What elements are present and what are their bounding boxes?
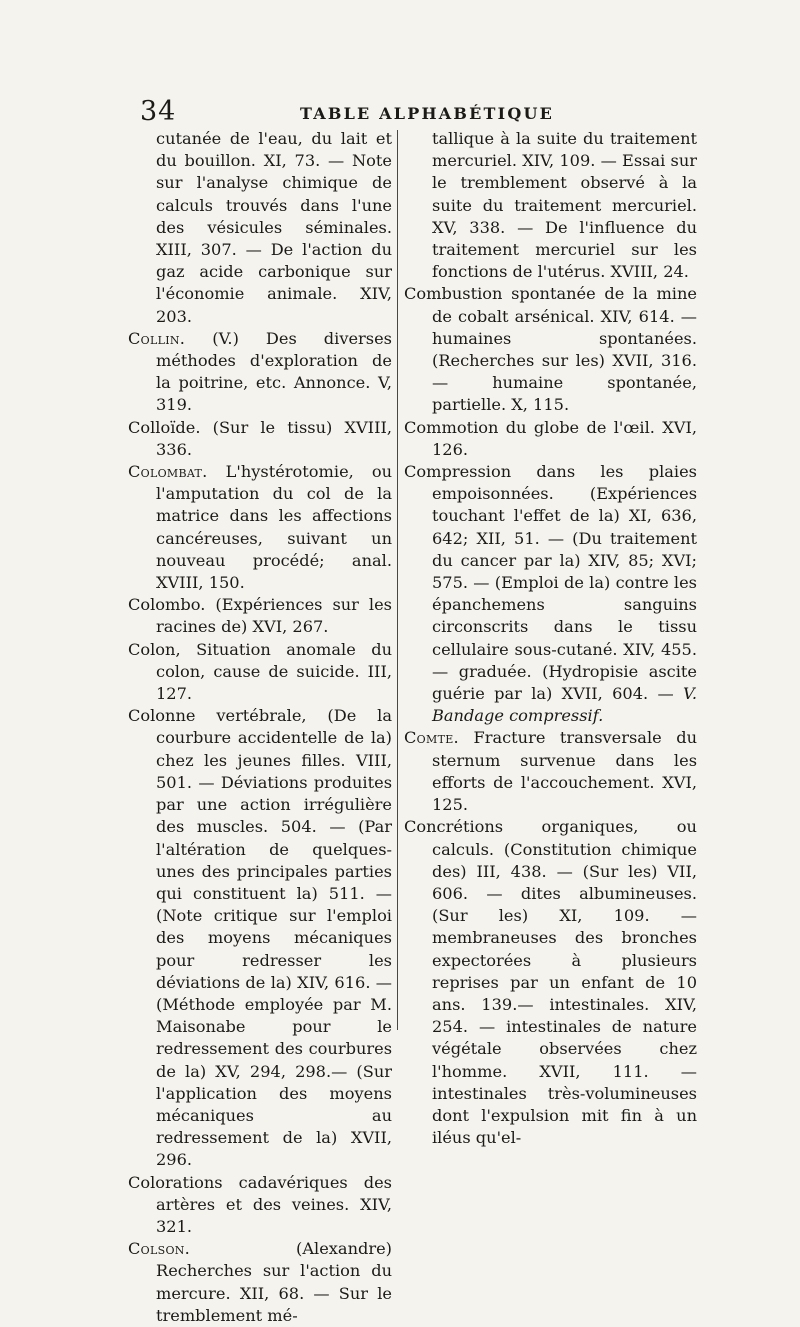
- entry-text: Fracture transversale du sternum survenue dans les efforts de l'accouchement. XVI, 125.: [432, 728, 697, 815]
- entry-heading: Colson.: [128, 1239, 191, 1259]
- index-entry: [404, 727, 697, 816]
- index-entry: [404, 461, 697, 727]
- index-entry: [128, 705, 392, 1171]
- entry-text: (De la courbure accidentelle de la) chez les jeunes filles. VIII, 501. — Déviations produites par une action irrégulière des muscles. 504. — (Par l'altération de quelques-unes des principales parties qui constituent la) 511. — (Note critique sur l'emploi des moyens mécaniques pour redresser les déviations de la) XIV, 616. —(Méthode employée par M. Maisonabe pour le redressement des courbures de la) XV, 294, 298.— (Sur l'application des moyens mécaniques au redressement de la) XVII, 296.: [156, 706, 392, 1170]
- index-entry: [128, 128, 392, 328]
- index-entry: [404, 283, 697, 416]
- index-entry: [128, 328, 392, 417]
- entry-text: organiques, ou calculs. (Constitution chimique des) III, 438. — (Sur les) VII, 606. — dites albumineuses. (Sur les) XI, 109. — membraneuses des bronches expectorées à plusieurs reprises par un enfant de 10 ans. 139.— intestinales. XIV, 254. — intestinales de nature végétale observées chez l'homme. XVII, 111. — intestinales très-volumineuses dont l'expulsion mit fin à un iléus qu'el-: [432, 817, 697, 1148]
- index-entry: [404, 417, 697, 461]
- entry-heading: Combustion: [404, 284, 503, 304]
- left-column: [128, 128, 392, 1327]
- index-entry: [128, 417, 392, 461]
- running-title: TABLE ALPHABÉTIQUE: [300, 104, 555, 123]
- index-entry: [404, 128, 697, 283]
- entry-text: cutanée de l'eau, du lait et du bouillon. XI, 73. — Note sur l'analyse chimique de calculs trouvés dans l'une des vésicules séminales. XIII, 307. — De l'action du gaz acide carbonique sur l'économie animale. XIV, 203.: [156, 129, 392, 326]
- entry-heading: Commotion: [404, 417, 499, 437]
- entry-heading: Colombo.: [128, 595, 206, 615]
- right-column: [404, 128, 697, 1149]
- entry-heading: Compression: [404, 462, 512, 482]
- entry-text: tallique à la suite du traitement mercuriel. XIV, 109. — Essai sur le tremblement observé à la suite du traitement mercuriel. XV, 338. — De l'influence du traitement mercuriel sur les fonctions de l'utérus. XVIII, 24.: [432, 129, 697, 282]
- entry-heading: Colloïde.: [128, 417, 201, 437]
- entry-text: du globe de l'œil. XVI, 126.: [432, 417, 697, 459]
- entry-heading: Colorations: [128, 1172, 223, 1192]
- entry-heading: Colombat.: [128, 462, 208, 482]
- entry-text: L'hystérotomie, ou l'amputation du col de la matrice dans les affections cancéreuses, suivant un nouveau procédé; anal. XVIII, 150.: [156, 462, 392, 593]
- entry-heading: Colonne vertébrale,: [128, 706, 307, 726]
- entry-text: dans les plaies empoisonnées. (Expériences touchant l'effet de la) XI, 636, 642; XII, 51. — (Du traitement du cancer par la) XIV, 85; XVI; 575. — (Emploi de la) contre les épanchemens sanguins circonscrits dans le tissu cellulaire sous-cutané. XIV, 455. — graduée. (Hydropisie ascite guérie par la) XVII, 604. —: [432, 462, 697, 704]
- cross-reference: V. Bandage compressif.: [432, 684, 697, 726]
- entry-text: cadavériques des artères et des veines. XIV, 321.: [156, 1172, 392, 1236]
- column-divider: [397, 130, 398, 1030]
- entry-text: Situation anomale du colon, cause de suicide. III, 127.: [156, 639, 392, 704]
- entry-heading: Concrétions: [404, 817, 504, 837]
- entry-heading: Collin.: [128, 328, 186, 348]
- index-entry: [404, 816, 697, 1149]
- index-entry: [128, 594, 392, 638]
- entry-text: (V.) Des diverses méthodes d'exploration de la poitrine, etc. Annonce. V, 319.: [156, 328, 392, 415]
- entry-heading: Colon,: [128, 639, 181, 659]
- index-entry: [128, 1172, 392, 1239]
- index-entry: [128, 639, 392, 706]
- entry-text: (Sur le tissu) XVIII, 336.: [156, 417, 392, 459]
- entry-text: (Alexandre) Recherches sur l'action du mercure. XII, 68. — Sur le tremblement mé-: [156, 1239, 392, 1325]
- entry-heading: Comte.: [404, 728, 459, 748]
- index-entry: [128, 461, 392, 594]
- entry-text: (Expériences sur les racines de) XVI, 267.: [156, 595, 392, 637]
- entry-text: spontanée de la mine de cobalt arsénical. XIV, 614. — humaines spontanées. (Recherches sur les) XVII, 316. — humaine spontanée, partielle. X, 115.: [432, 284, 697, 415]
- page-number: 34: [140, 96, 177, 127]
- index-entry: [128, 1238, 392, 1327]
